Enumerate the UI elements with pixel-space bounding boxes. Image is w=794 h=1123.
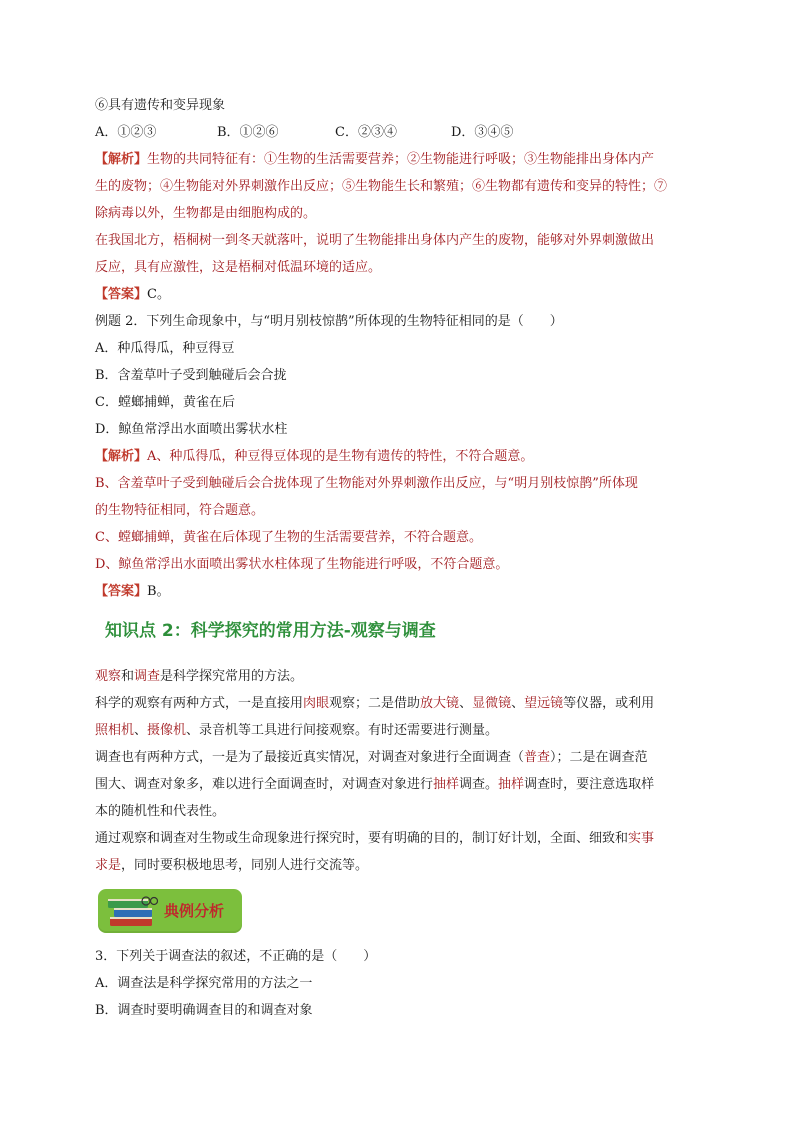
q2-option-c: C．螳螂捕蝉，黄雀在后: [95, 395, 235, 410]
keyword: 抽样: [433, 777, 460, 792]
q1-analysis-line-1: [95, 146, 707, 173]
text: 等仪器，或利用: [563, 696, 655, 711]
answer-value: C。: [147, 287, 170, 302]
example-analysis-badge: [98, 889, 242, 933]
keyword: 抽样: [498, 777, 525, 792]
text: 调查时，要注意选取样: [524, 777, 655, 792]
knowledge-point-heading: 知识点 2：科学探究的常用方法-观察与调查: [105, 621, 436, 641]
q2-answer: [95, 578, 707, 605]
text: 和: [121, 669, 135, 684]
q1-analysis-line-2: 生的废物；④生物能对外界刺激作出反应；⑤生物能生长和繁殖；⑥生物都有遗传和变异的特性；⑦: [95, 179, 668, 194]
text: ）；二是在调查范: [550, 750, 648, 765]
option-item-6: ⑥具有遗传和变异现象: [95, 98, 226, 113]
keyword: 摄像机: [147, 723, 187, 738]
text: 是科学探究常用的方法。: [160, 669, 304, 684]
q1-option-d: D．③④⑤: [451, 125, 514, 140]
analysis-text-serif: ③生物能排出身体内产: [524, 152, 655, 167]
keyword: 照相机: [95, 723, 135, 738]
text: 观察；二是借助: [329, 696, 421, 711]
q3-option-a: A．调查法是科学探究常用的方法之一: [95, 976, 313, 991]
kp2-paragraph-4-line-1: [95, 825, 707, 852]
keyword: 放大镜: [420, 696, 460, 711]
q2-option-d: D．鲸鱼常浮出水面喷出雾状水柱: [95, 422, 288, 437]
kp2-paragraph-2-line-2: [95, 717, 707, 744]
q1-option-c: C．②③④: [335, 125, 397, 140]
kp2-paragraph-3-line-3: 本的随机性和代表性。: [95, 804, 226, 819]
keyword: 实事: [628, 831, 655, 846]
q2-option-b: B．含羞草叶子受到触碰后会合拢: [95, 368, 287, 383]
kp2-paragraph-3-line-2: [95, 771, 707, 798]
kp2-paragraph-2-line-1: [95, 690, 707, 717]
text: 、录音机等工具进行间接观察。有时还需要进行测量。: [186, 723, 499, 738]
books-icon: [106, 895, 158, 929]
q2-analysis-line-5: D、鲸鱼常浮出水面喷出雾状水柱体现了生物能进行呼吸，不符合题意。: [95, 557, 509, 572]
spacer: [95, 649, 707, 663]
text: 调查也有两种方式，一是为了最接近真实情况，对调查对象进行全面调查（: [95, 750, 525, 765]
q1-analysis-line-3: 除病毒以外，生物都是由细胞构成的。: [95, 206, 317, 221]
answer-value: B。: [147, 584, 170, 599]
answer-label: 【答案】: [95, 584, 148, 599]
analysis-label: 【解析】: [95, 152, 148, 167]
q1-analysis-line-4: 在我国北方，梧桐树一到冬天就落叶，说明了生物能排出身体内产生的废物，能够对外界刺激做出: [95, 233, 655, 248]
q1-options: [95, 119, 707, 146]
text: 通过观察和调查对生物或生命现象进行探究时，要有明确的目的，制订好计划，全面、细致和: [95, 831, 629, 846]
q2-analysis-line-2: B、含羞草叶子受到触碰后会合拢体现了生物能对外界刺激作出反应，与“明月别枝惊鹊”所体现: [95, 476, 638, 491]
text: ，同时要积极地思考，同别人进行交流等。: [121, 858, 369, 873]
kp2-paragraph-3-line-1: [95, 744, 707, 771]
keyword: 显微镜: [472, 696, 512, 711]
q3-stem: 3．下列关于调查法的叙述，不正确的是（ ）: [95, 949, 377, 964]
q1-option-a: A．①②③: [95, 125, 157, 140]
q1-answer: [95, 281, 707, 308]
keyword: 肉眼: [303, 696, 330, 711]
text: 、: [134, 723, 148, 738]
analysis-text: 生物的共同特征有：①生物的生活需要营养；②生物能进行呼吸；: [147, 152, 525, 167]
q2-analysis-line-1: [95, 443, 707, 470]
q2-analysis-line-4: C、螳螂捕蝉，黄雀在后体现了生物的生活需要营养，不符合题意。: [95, 530, 482, 545]
q2-analysis-line-3: 的生物特征相同，符合题意。: [95, 503, 265, 518]
text: 调查。: [459, 777, 499, 792]
text: 科学的观察有两种方式，一是直接用: [95, 696, 304, 711]
keyword: 求是: [95, 858, 122, 873]
text: 围大、调查对象多，难以进行全面调查时，对调查对象进行: [95, 777, 434, 792]
q3-option-b: B．调查时要明确调查目的和调查对象: [95, 1003, 313, 1018]
kp2-paragraph-4-line-2: [95, 852, 707, 879]
keyword: 普查: [524, 750, 551, 765]
q2-stem: 例题 2．下列生命现象中，与“明月别枝惊鹊”所体现的生物特征相同的是（ ）: [95, 314, 563, 329]
badge-label: 典例分析: [164, 902, 225, 920]
q1-analysis-line-5: 反应，具有应激性，这是梧桐对低温环境的适应。: [95, 260, 382, 275]
text: 、: [459, 696, 473, 711]
keyword: 调查: [134, 669, 161, 684]
page-content: [95, 92, 707, 1024]
answer-label: 【答案】: [95, 287, 148, 302]
q1-option-b: B．①②⑥: [217, 125, 279, 140]
keyword: 观察: [95, 669, 122, 684]
keyword: 望远镜: [524, 696, 564, 711]
analysis-text: A、种瓜得瓜，种豆得豆体现的是生物有遗传的特性，不符合题意。: [147, 449, 534, 464]
text: 、: [511, 696, 525, 711]
q2-option-a: A．种瓜得瓜，种豆得豆: [95, 341, 235, 356]
analysis-label: 【解析】: [95, 449, 148, 464]
kp2-paragraph-1: [95, 663, 707, 690]
